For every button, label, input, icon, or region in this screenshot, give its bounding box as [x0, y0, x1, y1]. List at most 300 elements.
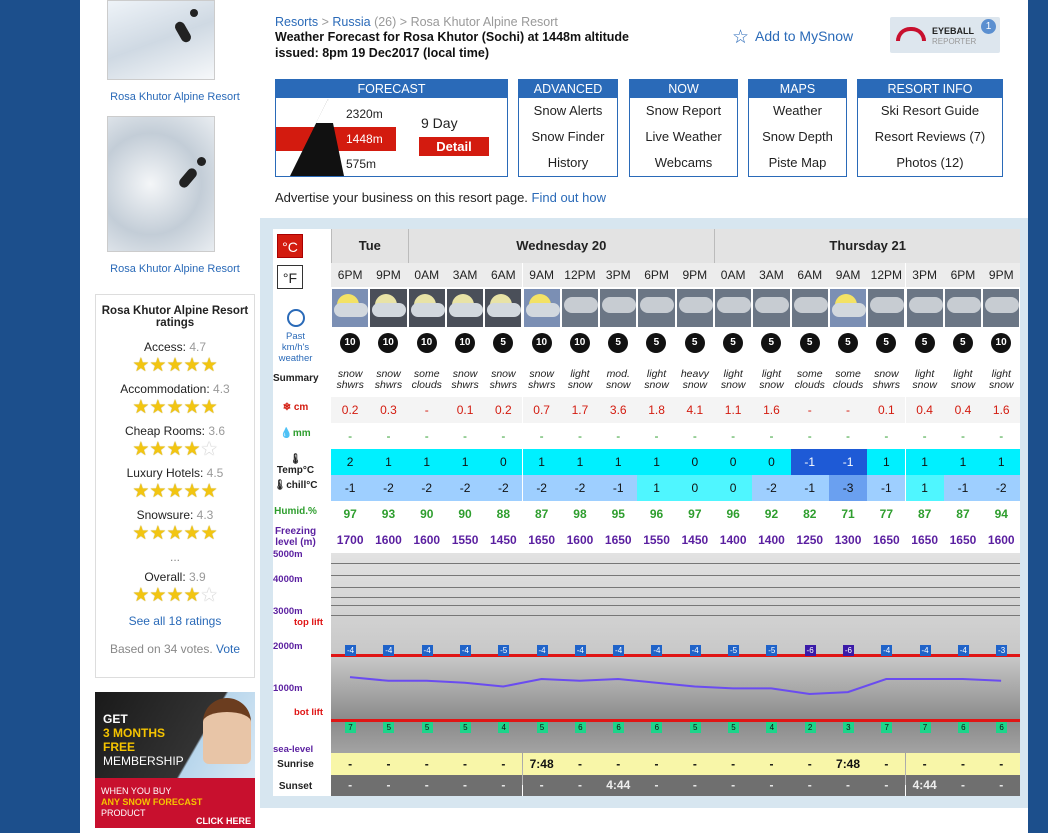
summary-cell — [982, 366, 1020, 396]
sunrise-cell: - — [637, 753, 675, 775]
summary-line: snow — [452, 368, 478, 380]
top-lift-temp-tag: -4 — [883, 645, 891, 655]
summary-line: snow — [912, 379, 937, 391]
ad-line1: GET — [103, 712, 128, 726]
summary-line: light — [761, 368, 782, 380]
chill-cell: 1 — [637, 475, 675, 501]
chill-cell: -1 — [599, 475, 637, 501]
advanced-header: ADVANCED — [519, 80, 617, 98]
chill-cell: -1 — [791, 475, 829, 501]
top-lift-temp-tag: -4 — [461, 645, 469, 655]
wind-speed-value: 5 — [608, 333, 628, 353]
temp-cell: 0 — [676, 449, 714, 475]
star-icon: ★ — [183, 481, 201, 502]
star-icon: ★ — [200, 355, 218, 376]
ad-line3: MEMBERSHIP — [103, 754, 184, 768]
chill-cell: -1 — [867, 475, 905, 501]
breadcrumb-sep: > — [399, 15, 408, 29]
elevation-selector[interactable] — [276, 99, 396, 176]
sunset-cell: - — [752, 775, 790, 796]
elevation-mid[interactable]: 1448m — [346, 132, 383, 146]
top-lift-label: top lift — [293, 617, 323, 628]
sunrise-cell: 7:48 — [523, 753, 561, 775]
star-icon: ★ — [132, 523, 150, 544]
summary-cell — [446, 366, 484, 396]
snow-row-label — [273, 402, 318, 413]
sunrise-cell: - — [446, 753, 484, 775]
humidity-cell: 93 — [369, 501, 407, 527]
history-link[interactable]: History — [547, 155, 589, 170]
rain-cell: - — [637, 423, 675, 449]
forecast-header: FORECAST — [276, 80, 507, 98]
humidity-cell: 95 — [599, 501, 637, 527]
summary-line: some — [835, 368, 861, 380]
summary-line: snow — [529, 368, 554, 380]
snow-cell: 0.1 — [867, 397, 905, 423]
overall-value: 3.9 — [189, 570, 206, 584]
top-lift-temp-tag: -6 — [806, 645, 814, 655]
humidity-cell: 96 — [714, 501, 752, 527]
weather-snow-sun-icon — [332, 289, 368, 327]
temp-cell: 1 — [944, 449, 982, 475]
star-icon: ★ — [200, 439, 218, 460]
sunset-cell: - — [791, 775, 829, 796]
freezing-cell: 1550 — [637, 527, 675, 553]
top-lift-temp-tag: -4 — [691, 645, 699, 655]
chill-cell: -1 — [331, 475, 369, 501]
summary-line: snow — [988, 379, 1014, 391]
chill-cell: -3 — [829, 475, 867, 501]
sunrise-cell: - — [752, 753, 790, 775]
sunrise-cell: - — [944, 753, 982, 775]
breadcrumb-country[interactable]: Russia — [332, 15, 371, 29]
overall-rating — [100, 570, 250, 584]
bot-lift-temp-tag: 6 — [651, 722, 662, 733]
humidity-row-label: Humid.% — [274, 506, 317, 517]
freezing-cell: 1450 — [676, 527, 714, 553]
piste-map-link[interactable]: Piste Map — [768, 155, 827, 170]
weather-snow-sun-icon — [524, 289, 560, 327]
photo2-caption[interactable]: Rosa Khutor Alpine Resort — [110, 263, 240, 275]
weather-snow-moon-icon — [485, 289, 521, 327]
rain-cell: - — [944, 423, 982, 449]
chill-cell: -2 — [982, 475, 1020, 501]
day-header: Wednesday 20 — [408, 229, 714, 263]
wind-speed-badge — [484, 331, 522, 357]
time-cell: 0AM — [714, 263, 752, 287]
chill-cell: -2 — [561, 475, 599, 501]
bot-lift-temp-tag: 5 — [460, 722, 471, 733]
rating-value: 4.5 — [206, 466, 224, 480]
chill-cell: -2 — [484, 475, 522, 501]
sunset-cell: - — [944, 775, 982, 796]
top-lift-temp-tag: -4 — [921, 645, 929, 655]
weather-map-link[interactable]: Weather — [773, 103, 822, 118]
summary-line: shwrs — [527, 379, 556, 391]
humidity-cell: 82 — [791, 501, 829, 527]
rating-stars — [100, 440, 250, 460]
resort-photo-1[interactable] — [107, 0, 215, 80]
wind-speed-value: 10 — [532, 333, 552, 353]
chill-cell: 0 — [676, 475, 714, 501]
rain-cell: - — [791, 423, 829, 449]
page — [80, 0, 1028, 833]
webcams-link[interactable]: Webcams — [654, 155, 713, 170]
bot-lift-label: bot lift — [293, 707, 323, 718]
wind-speed-badge — [752, 331, 790, 357]
freezing-cell: 1400 — [714, 527, 752, 553]
breadcrumb-resorts[interactable]: Resorts — [275, 15, 319, 29]
freezing-cell: 1650 — [523, 527, 561, 553]
rain-cell: - — [561, 423, 599, 449]
rain-cell: - — [676, 423, 714, 449]
eyeball-logo-icon — [896, 27, 926, 41]
wind-speed-badge — [369, 331, 407, 357]
snow-cell: 1.6 — [752, 397, 790, 423]
weather-snow-moon-icon — [370, 289, 406, 327]
ratings-title: Rosa Khutor Alpine Resort ratings — [101, 305, 249, 329]
summary-cell — [752, 366, 790, 396]
breadcrumb-count: (26) — [374, 15, 397, 29]
summary-line: some — [413, 368, 440, 380]
snow-cell: 1.7 — [561, 397, 599, 423]
sunrise-cell: - — [791, 753, 829, 775]
star-icon: ★ — [149, 397, 167, 418]
wind-speed-badge — [446, 331, 484, 357]
wind-speed-value: 5 — [800, 333, 820, 353]
ratings-ellipsis: ... — [169, 550, 180, 564]
humidity-cell: 88 — [484, 501, 522, 527]
snow-cell: 0.2 — [484, 397, 522, 423]
snow-alerts-link[interactable]: Snow Alerts — [533, 103, 603, 118]
title-line1: Weather Forecast for Rosa Khutor (Sochi) at 1448m altitude — [275, 30, 630, 44]
wind-speed-badge — [829, 331, 867, 357]
star-icon: ★ — [200, 397, 218, 418]
wind-speed-value: 10 — [991, 333, 1011, 353]
temp-cell: 2 — [331, 449, 369, 475]
summary-line: snow — [376, 368, 401, 380]
star-icon: ★ — [149, 523, 167, 544]
freezing-cell: 1250 — [791, 527, 829, 553]
sunrise-cell: - — [561, 753, 599, 775]
humidity-cell: 90 — [408, 501, 446, 527]
weather-snow-cloud-icon — [868, 289, 904, 327]
summary-cell — [369, 366, 407, 396]
ad-photo — [203, 698, 251, 764]
star-icon: ★ — [183, 523, 201, 544]
rating-label — [100, 424, 250, 438]
eyeball-sub: REPORTER — [932, 37, 977, 46]
wind-speed-badge — [561, 331, 599, 357]
rating-label — [100, 382, 250, 396]
snow-report-link[interactable]: Snow Report — [645, 103, 722, 118]
summary-line: clouds — [411, 379, 442, 391]
elevation-bot[interactable]: 575m — [346, 157, 377, 171]
fahrenheit-button[interactable]: °F — [277, 265, 303, 289]
maps-header: MAPS — [749, 80, 846, 98]
y-label-4000: 4000m — [273, 574, 303, 585]
elevation-top[interactable]: 2320m — [346, 107, 383, 121]
sunrise-cell: - — [714, 753, 752, 775]
star-icon: ★ — [149, 481, 167, 502]
summary-line: snow — [682, 379, 708, 391]
temp-cell: 1 — [982, 449, 1020, 475]
sunset-cell: - — [676, 775, 714, 796]
y-label-2000: 2000m — [273, 641, 303, 652]
top-lift-temp-tag: -5 — [729, 645, 738, 655]
sunrise-cell: - — [599, 753, 637, 775]
sunset-cell: 4:44 — [906, 775, 944, 796]
star-icon: ★ — [149, 439, 167, 460]
summary-cell — [867, 366, 905, 396]
star-icon: ★ — [132, 481, 150, 502]
sunset-cell: - — [561, 775, 599, 796]
rain-cell: - — [408, 423, 446, 449]
rating-label — [100, 466, 250, 480]
forecast-table — [273, 229, 1020, 796]
summary-cell — [791, 366, 829, 396]
star-icon: ★ — [200, 585, 218, 606]
snow-finder-link[interactable]: Snow Finder — [531, 129, 605, 144]
celsius-button[interactable]: °C — [277, 234, 303, 258]
top-lift-temp-tag: -4 — [959, 645, 967, 655]
top-lift-line — [331, 654, 1020, 657]
top-lift-temp-tag: -5 — [768, 645, 776, 655]
summary-line: light — [991, 368, 1011, 380]
vote-link[interactable]: Vote — [216, 642, 241, 656]
snow-cell: 0.4 — [944, 397, 982, 423]
time-cell: 6PM — [331, 263, 369, 287]
snow-cell: 1.6 — [982, 397, 1020, 423]
snowflake-icon: ❄ — [282, 402, 294, 413]
freezing-cell: 1600 — [408, 527, 446, 553]
rain-cell: - — [484, 423, 522, 449]
summary-line: clouds — [794, 379, 825, 391]
sunset-cell: - — [523, 775, 561, 796]
wind-speed-value: 5 — [953, 333, 973, 353]
wind-speed-value: 5 — [876, 333, 896, 353]
detail-button[interactable]: Detail — [419, 137, 489, 156]
temp-cell: 1 — [523, 449, 561, 475]
resort-reviews-link[interactable]: Resort Reviews (7) — [874, 129, 986, 144]
bot-lift-temp-tag: 5 — [422, 722, 433, 733]
star-icon: ★ — [183, 439, 201, 460]
bot-lift-temp-tag: 7 — [881, 722, 892, 733]
resort-photo-2[interactable] — [107, 116, 215, 252]
star-icon: ★ — [132, 439, 150, 460]
top-lift-temp-tag: -4 — [423, 645, 431, 655]
grid-line — [331, 563, 1020, 564]
rating-label — [100, 340, 250, 354]
weather-sun-cloud-icon — [830, 289, 866, 327]
freezing-cell: 1650 — [944, 527, 982, 553]
rain-cell: - — [867, 423, 905, 449]
freezing-level-chart — [331, 553, 1020, 785]
wind-speed-value: 10 — [340, 333, 360, 353]
rating-label — [100, 508, 250, 522]
membership-ad[interactable] — [95, 692, 255, 828]
bot-lift-temp-tag: 7 — [920, 722, 931, 733]
summary-line: snow — [491, 368, 516, 380]
find-out-how-link[interactable]: Find out how — [531, 190, 606, 205]
based-on-text: Based on 34 votes. — [109, 642, 213, 656]
photo1-caption[interactable]: Rosa Khutor Alpine Resort — [110, 91, 240, 103]
overall-label: Overall: — [144, 570, 186, 584]
temp-cell: 0 — [484, 449, 522, 475]
humidity-cell: 96 — [637, 501, 675, 527]
sunrise-cell: - — [676, 753, 714, 775]
rain-cell: - — [446, 423, 484, 449]
wind-speed-badge — [331, 331, 369, 357]
rain-cell: - — [714, 423, 752, 449]
freezing-cell: 1450 — [484, 527, 522, 553]
summary-line: snow — [720, 379, 746, 391]
wind-speed-badge — [676, 331, 714, 357]
star-icon: ★ — [183, 397, 201, 418]
grid-line — [331, 575, 1020, 576]
sunset-row-label: Sunset — [278, 781, 313, 792]
wind-speed-badge — [906, 331, 944, 357]
rating-name: Cheap Rooms: — [124, 424, 205, 438]
humidity-cell: 98 — [561, 501, 599, 527]
time-cell: 3PM — [599, 263, 637, 287]
summary-line: shwrs — [451, 379, 479, 391]
chill-cell: 1 — [906, 475, 944, 501]
humidity-cell: 94 — [982, 501, 1020, 527]
summary-line: light — [953, 368, 973, 380]
sunrise-cell: - — [982, 753, 1020, 775]
wind-speed-badge — [791, 331, 829, 357]
humidity-cell: 97 — [676, 501, 714, 527]
chill-cell: -2 — [523, 475, 561, 501]
star-icon: ★ — [166, 439, 184, 460]
freezing-cell: 1400 — [752, 527, 790, 553]
bot-lift-temp-tag: 4 — [766, 722, 777, 733]
past-weather-link[interactable] — [273, 309, 318, 364]
photos-link[interactable]: Photos (12) — [896, 155, 964, 170]
sunrise-row-label: Sunrise — [277, 759, 314, 770]
rating-value: 3.6 — [208, 424, 226, 438]
see-all-ratings-link[interactable]: See all 18 ratings — [128, 614, 222, 628]
nine-day-label[interactable]: 9 Day — [421, 115, 458, 131]
sunset-cell: - — [714, 775, 752, 796]
chill-unit: chill°C — [286, 480, 318, 491]
chill-cell: -2 — [446, 475, 484, 501]
chill-cell: 0 — [714, 475, 752, 501]
sunrise-cell: - — [408, 753, 446, 775]
summary-cell — [676, 366, 714, 396]
time-cell: 9AM — [523, 263, 561, 287]
summary-line: snow — [644, 379, 669, 391]
grid-line — [331, 605, 1020, 606]
rain-row-label — [273, 428, 318, 439]
advanced-nav-box — [518, 79, 618, 177]
page-header — [275, 15, 695, 61]
freezing-cell: 1650 — [906, 527, 944, 553]
top-lift-temp-tag: -5 — [500, 645, 508, 655]
summary-cell — [637, 366, 675, 396]
sunset-cell: - — [982, 775, 1020, 796]
chill-cell: -1 — [944, 475, 982, 501]
rating-value: 4.3 — [213, 382, 230, 396]
bot-lift-temp-tag: 6 — [958, 722, 969, 733]
summary-line: snow — [874, 368, 899, 380]
snow-depth-link[interactable]: Snow Depth — [762, 129, 833, 144]
bot-lift-temp-tag: 3 — [843, 722, 854, 733]
weather-snow-cloud-icon — [945, 289, 981, 327]
rating-stars — [100, 356, 250, 376]
time-cell: 6PM — [944, 263, 982, 287]
top-lift-temp-tag: -4 — [653, 645, 661, 655]
bot-lift-temp-tag: 5 — [728, 722, 739, 733]
summary-line: snow — [337, 368, 363, 380]
ratings-list — [100, 340, 250, 544]
sunrise-cell: - — [331, 753, 369, 775]
star-icon: ★ — [166, 585, 184, 606]
summary-line: shwrs — [336, 379, 364, 391]
ad-click-here[interactable]: CLICK HERE — [195, 816, 251, 826]
top-lift-temp-tag: -6 — [844, 645, 852, 655]
star-icon: ★ — [166, 397, 184, 418]
wind-speed-value: 10 — [455, 333, 475, 353]
rain-cell: - — [752, 423, 790, 449]
wind-speed-badge — [523, 331, 561, 357]
time-cell: 3AM — [446, 263, 484, 287]
snow-cell: 1.1 — [714, 397, 752, 423]
now-header: NOW — [630, 80, 737, 98]
top-lift-temp-tag: -3 — [998, 645, 1006, 655]
humidity-cell: 71 — [829, 501, 867, 527]
summary-cell — [714, 366, 752, 396]
temp-cell: 1 — [906, 449, 944, 475]
time-cell: 9PM — [369, 263, 407, 287]
bot-lift-temp-tag: 5 — [537, 722, 548, 733]
ski-resort-guide-link[interactable]: Ski Resort Guide — [880, 103, 980, 118]
temp-unit: Temp°C — [276, 465, 315, 476]
weather-cloud-icon — [562, 289, 598, 327]
ad-line4b: ANY SNOW FORECAST — [101, 797, 203, 807]
humidity-cell: 87 — [523, 501, 561, 527]
wind-speed-badge — [599, 331, 637, 357]
rating-stars — [100, 398, 250, 418]
thermometer-icon: 🌡 — [273, 480, 287, 491]
resort-info-header: RESORT INFO — [858, 80, 1002, 98]
star-icon: ★ — [149, 355, 167, 376]
rating-name: Luxury Hotels: — [126, 466, 204, 480]
y-label-3000: 3000m — [273, 606, 303, 617]
wind-speed-value: 10 — [378, 333, 398, 353]
temp-cell: -1 — [791, 449, 829, 475]
bot-lift-temp-tag: 6 — [996, 722, 1007, 733]
time-cell: 9AM — [829, 263, 867, 287]
summary-line: snow — [605, 379, 631, 391]
grid-line — [331, 587, 1020, 588]
rain-cell: - — [599, 423, 637, 449]
wind-speed-value: 5 — [685, 333, 705, 353]
time-cell: 3AM — [752, 263, 790, 287]
summary-line: shwrs — [872, 379, 901, 391]
overall-stars — [100, 586, 250, 606]
live-weather-link[interactable]: Live Weather — [645, 129, 722, 144]
summary-line: snow — [950, 379, 976, 391]
weather-snow-cloud-icon — [638, 289, 674, 327]
wind-speed-value: 5 — [723, 333, 743, 353]
summary-cell — [944, 366, 982, 396]
rating-value: 4.3 — [196, 508, 214, 522]
humidity-cell: 87 — [944, 501, 982, 527]
add-to-mysnow-button[interactable] — [732, 26, 853, 49]
eyeball-reporter-button[interactable] — [890, 17, 1000, 53]
